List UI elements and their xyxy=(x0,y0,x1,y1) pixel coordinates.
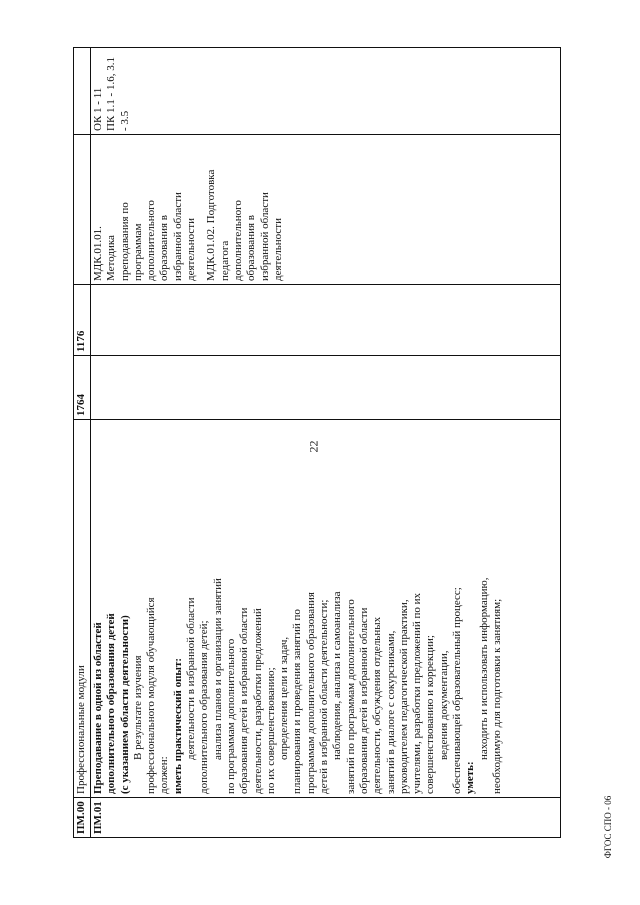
header-competencies xyxy=(74,48,91,135)
description-line: учителями, разработки предложений по их xyxy=(411,592,424,794)
mdk-line: дополнительного xyxy=(145,200,158,281)
description-line: дополнительного образования детей; xyxy=(198,620,211,794)
description-line: ведения документации, xyxy=(437,650,450,760)
mdk-line: избранной области xyxy=(171,192,184,281)
module-title-line: Преподавание в одной из областей xyxy=(92,622,104,794)
row-total-hours xyxy=(91,356,561,420)
row-description xyxy=(91,420,561,798)
description-heading: уметь: xyxy=(464,761,477,794)
description-line: необходимую для подготовки к занятиям; xyxy=(490,598,503,794)
mdk-line: МДК.01.01. xyxy=(92,226,104,281)
header-mdk xyxy=(74,135,91,285)
mdk-line: МДК.01.02. Подготовка xyxy=(205,169,218,281)
description-line: наблюдения, анализа и самоанализа xyxy=(331,591,344,760)
description-line: находить и использовать информацию, xyxy=(477,577,490,760)
mdk-line: дополнительного xyxy=(231,200,244,281)
row-competencies xyxy=(91,48,561,135)
module-title-line: (с указанием области деятельности) xyxy=(118,615,131,794)
row-mdk xyxy=(91,135,561,285)
mdk-line: образования в xyxy=(245,215,258,281)
mdk-line: Методика xyxy=(105,235,118,281)
description-line: планирования и проведения занятий по xyxy=(291,609,304,794)
header-code: ПМ.00 xyxy=(74,798,91,838)
description-line: деятельности в избранной области xyxy=(185,597,198,760)
rotated-table-container xyxy=(73,48,561,838)
mdk-line: избранной области xyxy=(258,192,271,281)
header-name: Профессиональные модули xyxy=(74,420,91,798)
competency-line: ПК 1.1 - 1.6, 3.1 xyxy=(105,57,118,131)
description-line: занятий в диалоге с сокурсниками, xyxy=(384,630,397,794)
description-line: руководителем педагогической практики, xyxy=(397,599,410,794)
description-line: совершенствованию и коррекции; xyxy=(424,635,437,794)
description-line: детей в избранной области деятельности; xyxy=(318,599,331,794)
header-mandatory-hours: 1176 xyxy=(74,285,91,356)
description-line: деятельности, разработки предложений xyxy=(251,608,264,794)
competency-line: - 3.5 xyxy=(118,110,131,131)
description-line: программам дополнительного образования xyxy=(304,592,317,794)
mdk-line: деятельности xyxy=(185,218,198,281)
description-line: должен: xyxy=(158,756,171,794)
table-row xyxy=(91,48,561,838)
mdk-line: образования в xyxy=(158,215,171,281)
document-footer: ФГОС СПО - 06 xyxy=(603,795,614,859)
table-header-row xyxy=(74,48,91,838)
description-line: обеспечивающей образовательный процесс; xyxy=(451,587,464,794)
description-line: образования детей в избранной области xyxy=(238,607,251,794)
row-code: ПМ.01 xyxy=(91,798,561,838)
description-line: профессионального модуля обучающийся xyxy=(145,597,158,794)
module-title-line: дополнительного образования детей xyxy=(105,613,118,794)
mdk-line: педагога xyxy=(218,240,231,281)
mdk-line: преподавания по xyxy=(118,202,131,281)
mdk-line: программам xyxy=(131,223,144,281)
page-number: 22 xyxy=(306,440,321,453)
description-line: деятельности, обсуждения отдельных xyxy=(371,616,384,794)
description-heading: иметь практический опыт: xyxy=(171,657,184,794)
description-line: по их совершенствованию; xyxy=(264,667,277,794)
description-line: образования детей в избранной области xyxy=(357,607,370,794)
row-mandatory-hours xyxy=(91,285,561,356)
description-line: определения цели и задач, xyxy=(278,636,291,760)
curriculum-table xyxy=(73,47,561,838)
competency-line: ОК 1 - 11 xyxy=(92,87,104,131)
description-line: В результате изучения xyxy=(131,655,144,760)
description-line: анализа планов и организации занятий xyxy=(211,578,224,760)
description-line: по программам дополнительного xyxy=(224,638,237,794)
mdk-line: деятельности xyxy=(271,218,284,281)
description-line: занятий по программам дополнительного xyxy=(344,599,357,794)
header-total-hours: 1764 xyxy=(74,356,91,420)
